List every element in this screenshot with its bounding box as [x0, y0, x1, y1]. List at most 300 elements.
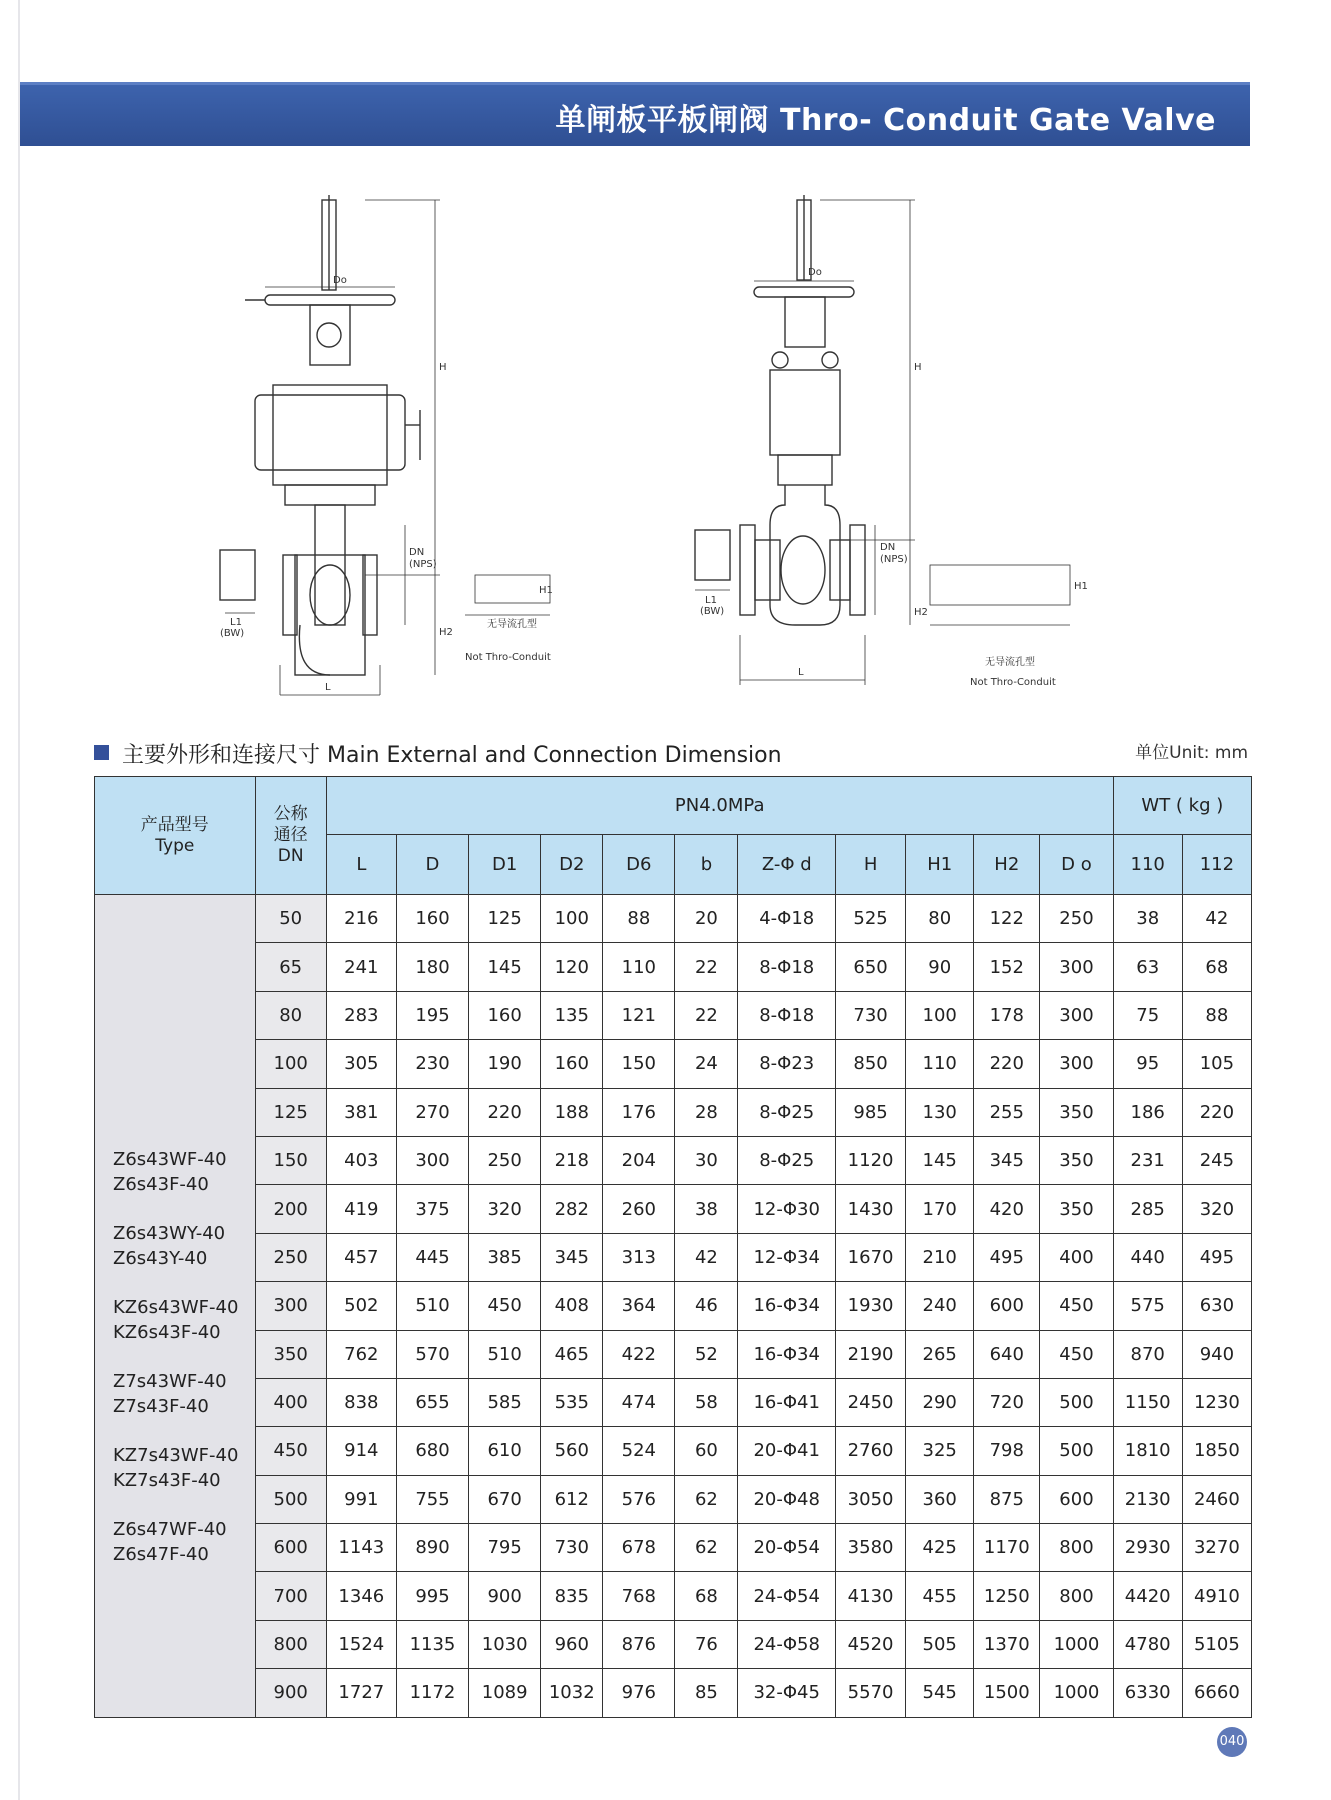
dn-cell: 800: [255, 1620, 326, 1668]
table-cell: 650: [836, 943, 906, 991]
table-cell: 120: [541, 943, 603, 991]
table-cell: 125: [469, 895, 541, 943]
label-not-thro-cn: 无导流孔型: [487, 619, 537, 630]
table-cell: 381: [326, 1088, 396, 1136]
column-header: L: [326, 835, 396, 895]
table-cell: 678: [603, 1524, 675, 1572]
type-model: KZ7s43F-40: [113, 1470, 221, 1491]
table-cell: 24: [675, 1040, 738, 1088]
table-cell: 420: [974, 1185, 1040, 1233]
table-cell: 2190: [836, 1330, 906, 1378]
table-cell: 265: [906, 1330, 974, 1378]
dn-cell: 200: [255, 1185, 326, 1233]
table-cell: 135: [541, 991, 603, 1039]
table-cell: 798: [974, 1427, 1040, 1475]
table-cell: 145: [469, 943, 541, 991]
table-cell: 16-Φ41: [738, 1378, 836, 1426]
table-cell: 1930: [836, 1282, 906, 1330]
table-cell: 408: [541, 1282, 603, 1330]
table-cell: 500: [1040, 1378, 1113, 1426]
table-row: [95, 1572, 1252, 1620]
type-model: Z6s47WF-40: [113, 1519, 227, 1540]
dimension-table-wrap: [94, 776, 1252, 1718]
label-l-right: L: [798, 667, 804, 678]
dimension-table: [94, 776, 1252, 1718]
type-model: Z7s43F-40: [113, 1396, 209, 1417]
table-cell: 985: [836, 1088, 906, 1136]
table-cell: 5105: [1182, 1620, 1251, 1668]
table-cell: 105: [1182, 1040, 1251, 1088]
label-h-right: H: [914, 362, 922, 373]
label-h: H: [439, 362, 447, 373]
label-not-thro-cn-right: 无导流孔型: [985, 657, 1035, 668]
column-header: D1: [469, 835, 541, 895]
table-cell: 670: [469, 1475, 541, 1523]
column-header: Z-Φ d: [738, 835, 836, 895]
table-cell: 290: [906, 1378, 974, 1426]
table-row: [95, 1669, 1252, 1717]
table-cell: 1089: [469, 1669, 541, 1717]
table-cell: 62: [675, 1475, 738, 1523]
table-cell: 90: [906, 943, 974, 991]
pressure-header: PN4.0MPa: [326, 777, 1113, 835]
table-cell: 835: [541, 1572, 603, 1620]
table-cell: 42: [1182, 895, 1251, 943]
column-header: H2: [974, 835, 1040, 895]
table-cell: 350: [1040, 1088, 1113, 1136]
table-cell: 88: [1182, 991, 1251, 1039]
label-h1: H1: [539, 585, 553, 596]
table-cell: 220: [1182, 1088, 1251, 1136]
table-cell: 755: [396, 1475, 468, 1523]
table-cell: 195: [396, 991, 468, 1039]
type-model: Z6s43F-40: [113, 1174, 209, 1195]
table-cell: 325: [906, 1427, 974, 1475]
table-cell: 1143: [326, 1524, 396, 1572]
table-cell: 2930: [1113, 1524, 1182, 1572]
table-cell: 12-Φ34: [738, 1233, 836, 1281]
table-cell: 375: [396, 1185, 468, 1233]
table-cell: 1850: [1182, 1427, 1251, 1475]
table-cell: 570: [396, 1330, 468, 1378]
table-cell: 5570: [836, 1669, 906, 1717]
table-cell: 300: [1040, 943, 1113, 991]
table-cell: 110: [603, 943, 675, 991]
type-model: KZ6s43WF-40: [113, 1297, 239, 1318]
table-cell: 38: [1113, 895, 1182, 943]
table-cell: 900: [469, 1572, 541, 1620]
table-cell: 8-Φ18: [738, 943, 836, 991]
table-cell: 282: [541, 1185, 603, 1233]
dn-cell: 400: [255, 1378, 326, 1426]
table-cell: 313: [603, 1233, 675, 1281]
table-cell: 1230: [1182, 1378, 1251, 1426]
table-cell: 610: [469, 1427, 541, 1475]
valve-drawing-left: [220, 195, 555, 695]
table-cell: 320: [469, 1185, 541, 1233]
table-cell: 2760: [836, 1427, 906, 1475]
page-number: 040: [1217, 1727, 1247, 1757]
table-cell: 1032: [541, 1669, 603, 1717]
table-cell: 255: [974, 1088, 1040, 1136]
table-cell: 63: [1113, 943, 1182, 991]
table-row: [95, 1185, 1252, 1233]
table-cell: 320: [1182, 1185, 1251, 1233]
table-cell: 500: [1040, 1427, 1113, 1475]
table-cell: 730: [836, 991, 906, 1039]
label-nps: (NPS): [409, 559, 437, 570]
table-cell: 6330: [1113, 1669, 1182, 1717]
table-cell: 100: [541, 895, 603, 943]
table-cell: 1727: [326, 1669, 396, 1717]
column-header: 110: [1113, 835, 1182, 895]
table-row: [95, 895, 1252, 943]
unit-label: 单位Unit: mm: [1135, 743, 1248, 763]
dn-cell: 50: [255, 895, 326, 943]
table-cell: 220: [469, 1088, 541, 1136]
table-cell: 216: [326, 895, 396, 943]
table-row: [95, 1330, 1252, 1378]
table-cell: 560: [541, 1427, 603, 1475]
type-model: KZ6s43F-40: [113, 1322, 221, 1343]
table-cell: 305: [326, 1040, 396, 1088]
table-cell: 876: [603, 1620, 675, 1668]
table-cell: 576: [603, 1475, 675, 1523]
table-cell: 575: [1113, 1282, 1182, 1330]
table-cell: 976: [603, 1669, 675, 1717]
section-title: 主要外形和连接尺寸 Main External and Connection Dimension: [122, 743, 782, 768]
weight-header: WT ( kg ): [1113, 777, 1251, 835]
table-cell: 960: [541, 1620, 603, 1668]
table-cell: 85: [675, 1669, 738, 1717]
table-cell: 445: [396, 1233, 468, 1281]
table-cell: 145: [906, 1136, 974, 1184]
table-cell: 204: [603, 1136, 675, 1184]
table-cell: 250: [1040, 895, 1113, 943]
table-cell: 4780: [1113, 1620, 1182, 1668]
dn-cell: 100: [255, 1040, 326, 1088]
table-cell: 762: [326, 1330, 396, 1378]
table-cell: 940: [1182, 1330, 1251, 1378]
valve-drawing-right: [690, 195, 1090, 705]
table-cell: 178: [974, 991, 1040, 1039]
column-header: D: [396, 835, 468, 895]
label-not-thro-en-right: Not Thro-Conduit: [970, 677, 1056, 688]
dn-cell: 700: [255, 1572, 326, 1620]
table-cell: 32-Φ45: [738, 1669, 836, 1717]
table-row: [95, 1427, 1252, 1475]
table-cell: 20-Φ41: [738, 1427, 836, 1475]
table-cell: 450: [1040, 1330, 1113, 1378]
table-cell: 75: [1113, 991, 1182, 1039]
label-d0-right: Do: [808, 267, 822, 278]
table-cell: 4-Φ18: [738, 895, 836, 943]
table-cell: 585: [469, 1378, 541, 1426]
table-cell: 350: [1040, 1185, 1113, 1233]
header-banner: [20, 82, 1250, 146]
dn-cell: 350: [255, 1330, 326, 1378]
table-cell: 260: [603, 1185, 675, 1233]
table-cell: 30: [675, 1136, 738, 1184]
table-cell: 640: [974, 1330, 1040, 1378]
section-bullet: [94, 745, 109, 760]
table-cell: 110: [906, 1040, 974, 1088]
type-list-cell: [95, 895, 256, 1718]
table-cell: 795: [469, 1524, 541, 1572]
table-cell: 38: [675, 1185, 738, 1233]
table-cell: 121: [603, 991, 675, 1039]
table-cell: 150: [603, 1040, 675, 1088]
table-cell: 345: [541, 1233, 603, 1281]
label-dn-right: DN: [880, 542, 896, 553]
table-cell: 535: [541, 1378, 603, 1426]
label-h2-right: H2: [914, 607, 928, 618]
table-cell: 425: [906, 1524, 974, 1572]
table-cell: 12-Φ30: [738, 1185, 836, 1233]
table-cell: 730: [541, 1524, 603, 1572]
label-bw: (BW): [220, 628, 245, 639]
table-cell: 385: [469, 1233, 541, 1281]
table-row: [95, 943, 1252, 991]
table-cell: 510: [469, 1330, 541, 1378]
table-cell: 1135: [396, 1620, 468, 1668]
column-header: D6: [603, 835, 675, 895]
table-cell: 630: [1182, 1282, 1251, 1330]
table-cell: 122: [974, 895, 1040, 943]
table-cell: 600: [974, 1282, 1040, 1330]
table-cell: 1030: [469, 1620, 541, 1668]
table-cell: 419: [326, 1185, 396, 1233]
table-cell: 850: [836, 1040, 906, 1088]
table-cell: 68: [1182, 943, 1251, 991]
table-cell: 1670: [836, 1233, 906, 1281]
table-cell: 240: [906, 1282, 974, 1330]
table-cell: 510: [396, 1282, 468, 1330]
table-cell: 180: [396, 943, 468, 991]
table-cell: 20: [675, 895, 738, 943]
table-cell: 241: [326, 943, 396, 991]
label-d0: Do: [333, 275, 347, 286]
table-row: [95, 1136, 1252, 1184]
table-cell: 245: [1182, 1136, 1251, 1184]
table-cell: 270: [396, 1088, 468, 1136]
table-cell: 1000: [1040, 1620, 1113, 1668]
table-cell: 1430: [836, 1185, 906, 1233]
table-row: [95, 1378, 1252, 1426]
table-cell: 24-Φ54: [738, 1572, 836, 1620]
label-l1-right: L1: [705, 595, 717, 606]
table-cell: 28: [675, 1088, 738, 1136]
table-cell: 218: [541, 1136, 603, 1184]
section-header: [94, 738, 1254, 768]
label-l: L: [325, 682, 331, 693]
table-cell: 160: [541, 1040, 603, 1088]
table-row: [95, 1620, 1252, 1668]
table-cell: 350: [1040, 1136, 1113, 1184]
table-cell: 285: [1113, 1185, 1182, 1233]
table-cell: 300: [1040, 1040, 1113, 1088]
column-header: H: [836, 835, 906, 895]
table-cell: 8-Φ18: [738, 991, 836, 1039]
table-cell: 800: [1040, 1524, 1113, 1572]
table-cell: 505: [906, 1620, 974, 1668]
table-cell: 600: [1040, 1475, 1113, 1523]
table-cell: 545: [906, 1669, 974, 1717]
type-model: Z6s43WY-40: [113, 1223, 226, 1244]
dn-cell: 80: [255, 991, 326, 1039]
dn-cell: 250: [255, 1233, 326, 1281]
table-cell: 60: [675, 1427, 738, 1475]
table-cell: 88: [603, 895, 675, 943]
table-cell: 612: [541, 1475, 603, 1523]
table-cell: 768: [603, 1572, 675, 1620]
type-model: Z6s43Y-40: [113, 1248, 208, 1269]
table-cell: 364: [603, 1282, 675, 1330]
label-nps-right: (NPS): [880, 554, 908, 565]
table-cell: 450: [1040, 1282, 1113, 1330]
label-l1: L1: [230, 617, 242, 628]
table-row: [95, 1040, 1252, 1088]
label-h2: H2: [439, 627, 453, 638]
table-cell: 250: [469, 1136, 541, 1184]
table-cell: 474: [603, 1378, 675, 1426]
label-dn: DN: [409, 547, 425, 558]
table-cell: 1370: [974, 1620, 1040, 1668]
table-cell: 870: [1113, 1330, 1182, 1378]
table-cell: 186: [1113, 1088, 1182, 1136]
table-cell: 22: [675, 991, 738, 1039]
table-cell: 300: [1040, 991, 1113, 1039]
table-cell: 991: [326, 1475, 396, 1523]
table-cell: 455: [906, 1572, 974, 1620]
table-cell: 152: [974, 943, 1040, 991]
type-model: Z6s43WF-40: [113, 1149, 227, 1170]
table-cell: 230: [396, 1040, 468, 1088]
table-cell: 1172: [396, 1669, 468, 1717]
table-cell: 3050: [836, 1475, 906, 1523]
table-cell: 465: [541, 1330, 603, 1378]
table-cell: 655: [396, 1378, 468, 1426]
dn-header: 公称通径 DN: [255, 777, 326, 895]
table-cell: 995: [396, 1572, 468, 1620]
label-not-thro-en: Not Thro-Conduit: [465, 652, 551, 663]
label-bw-right: (BW): [700, 606, 725, 617]
table-cell: 440: [1113, 1233, 1182, 1281]
table-cell: 502: [326, 1282, 396, 1330]
table-cell: 2130: [1113, 1475, 1182, 1523]
table-cell: 52: [675, 1330, 738, 1378]
column-header: H1: [906, 835, 974, 895]
table-cell: 1810: [1113, 1427, 1182, 1475]
table-cell: 188: [541, 1088, 603, 1136]
dn-cell: 125: [255, 1088, 326, 1136]
table-cell: 220: [974, 1040, 1040, 1088]
dn-cell: 65: [255, 943, 326, 991]
table-cell: 3270: [1182, 1524, 1251, 1572]
dn-cell: 450: [255, 1427, 326, 1475]
table-cell: 8-Φ25: [738, 1136, 836, 1184]
table-cell: 422: [603, 1330, 675, 1378]
column-header: D2: [541, 835, 603, 895]
table-cell: 1120: [836, 1136, 906, 1184]
table-row: [95, 1088, 1252, 1136]
table-row: [95, 991, 1252, 1039]
table-cell: 1346: [326, 1572, 396, 1620]
dn-cell: 150: [255, 1136, 326, 1184]
column-header: 112: [1182, 835, 1251, 895]
table-cell: 22: [675, 943, 738, 991]
table-cell: 2450: [836, 1378, 906, 1426]
table-cell: 495: [1182, 1233, 1251, 1281]
table-cell: 62: [675, 1524, 738, 1572]
type-header: 产品型号 Type: [95, 777, 256, 895]
table-cell: 300: [396, 1136, 468, 1184]
table-cell: 1524: [326, 1620, 396, 1668]
table-cell: 680: [396, 1427, 468, 1475]
table-cell: 450: [469, 1282, 541, 1330]
table-row: [95, 1524, 1252, 1572]
table-cell: 495: [974, 1233, 1040, 1281]
table-cell: 231: [1113, 1136, 1182, 1184]
table-cell: 1150: [1113, 1378, 1182, 1426]
table-cell: 838: [326, 1378, 396, 1426]
table-cell: 875: [974, 1475, 1040, 1523]
table-cell: 1170: [974, 1524, 1040, 1572]
type-model: KZ7s43WF-40: [113, 1445, 239, 1466]
table-cell: 4130: [836, 1572, 906, 1620]
table-cell: 403: [326, 1136, 396, 1184]
dn-cell: 300: [255, 1282, 326, 1330]
table-cell: 160: [469, 991, 541, 1039]
table-cell: 24-Φ58: [738, 1620, 836, 1668]
table-cell: 4420: [1113, 1572, 1182, 1620]
table-row: [95, 1475, 1252, 1523]
table-cell: 58: [675, 1378, 738, 1426]
table-cell: 800: [1040, 1572, 1113, 1620]
dn-cell: 500: [255, 1475, 326, 1523]
table-cell: 42: [675, 1233, 738, 1281]
column-header: b: [675, 835, 738, 895]
table-cell: 3580: [836, 1524, 906, 1572]
table-cell: 345: [974, 1136, 1040, 1184]
table-cell: 283: [326, 991, 396, 1039]
type-model: Z6s47F-40: [113, 1544, 209, 1565]
table-cell: 16-Φ34: [738, 1330, 836, 1378]
table-cell: 4520: [836, 1620, 906, 1668]
page-edge: [18, 0, 20, 1800]
table-cell: 80: [906, 895, 974, 943]
table-cell: 190: [469, 1040, 541, 1088]
table-cell: 170: [906, 1185, 974, 1233]
table-cell: 210: [906, 1233, 974, 1281]
table-cell: 130: [906, 1088, 974, 1136]
table-cell: 95: [1113, 1040, 1182, 1088]
table-cell: 360: [906, 1475, 974, 1523]
table-cell: 76: [675, 1620, 738, 1668]
table-cell: 16-Φ34: [738, 1282, 836, 1330]
table-cell: 176: [603, 1088, 675, 1136]
table-cell: 524: [603, 1427, 675, 1475]
table-cell: 1500: [974, 1669, 1040, 1717]
table-cell: 914: [326, 1427, 396, 1475]
table-cell: 890: [396, 1524, 468, 1572]
table-cell: 4910: [1182, 1572, 1251, 1620]
table-cell: 20-Φ48: [738, 1475, 836, 1523]
table-cell: 6660: [1182, 1669, 1251, 1717]
table-cell: 160: [396, 895, 468, 943]
table-row: [95, 1233, 1252, 1281]
column-header: D o: [1040, 835, 1113, 895]
